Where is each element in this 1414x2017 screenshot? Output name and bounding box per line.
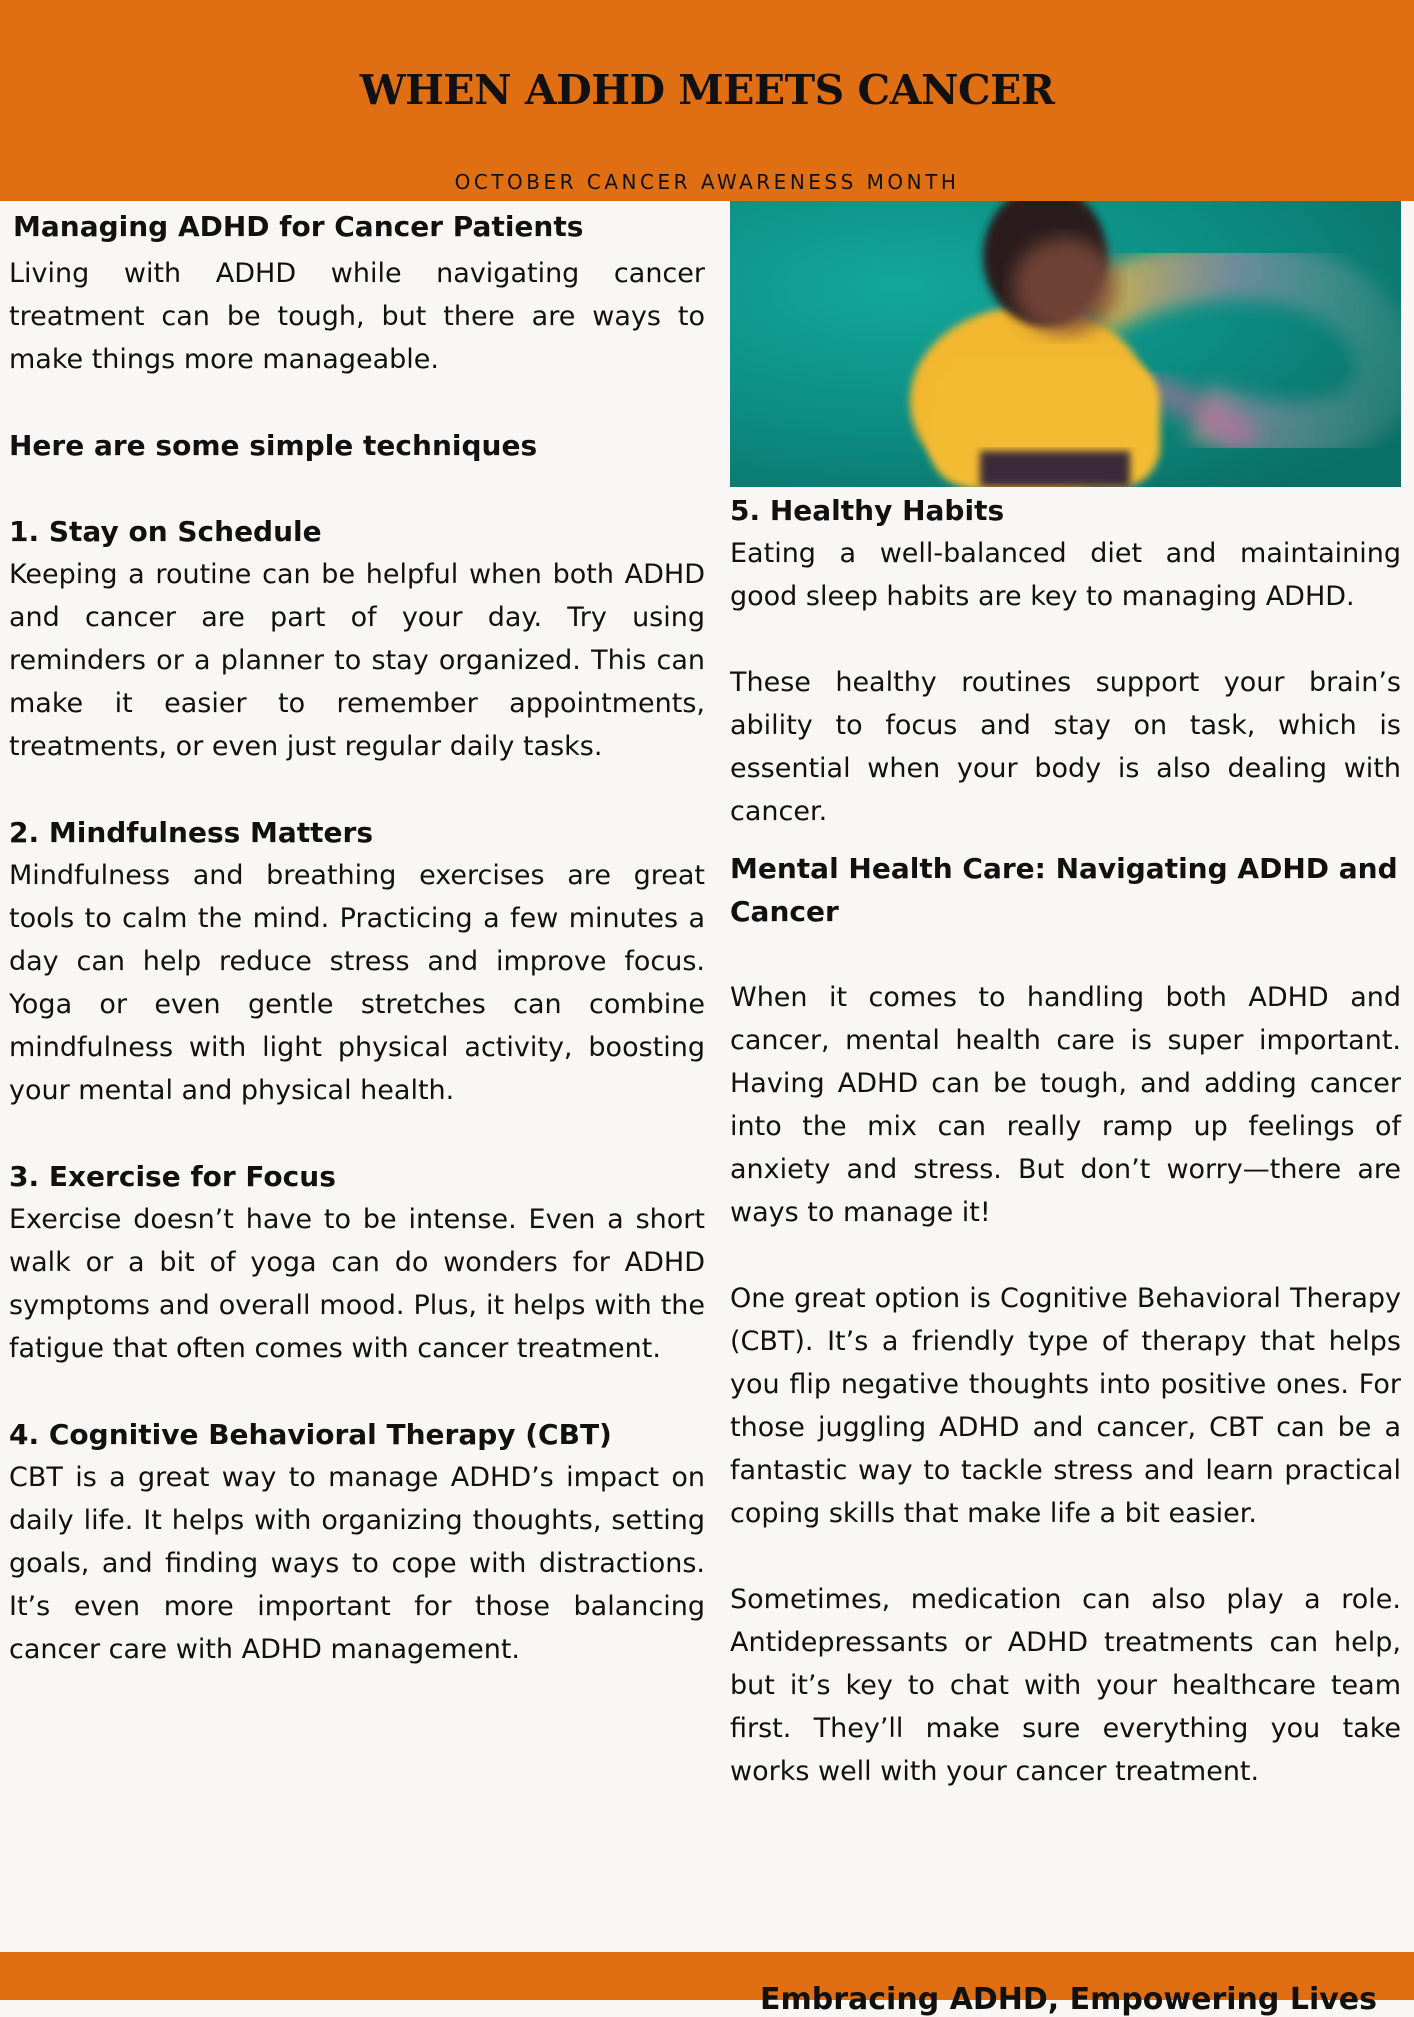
section-title: Managing ADHD for Cancer Patients: [13, 210, 584, 243]
mental-health-title: Mental Health Care: Navigating ADHD and Cancer: [730, 852, 1398, 928]
technique-body: Mindfulness and breathing exercises are great tools to calm the mind. Practicing a few minutes a day can help reduce stress and improve focus. Yoga or even gentle stretches can combine mindfulness with light physical activity, boosting your mental and physical health.: [9, 860, 705, 1106]
footer-banner: [0, 1952, 1414, 2017]
mental-health-paragraph: One great option is Cognitive Behavioral Therapy (CBT). It’s a friendly type of therapy that helps you flip negative thoughts into positive ones. For those juggling ADHD and cancer, CBT can be a fantastic way to tackle stress and learn practical coping skills that make life a bit easier.: [730, 1283, 1401, 1529]
hero-photo: [730, 201, 1401, 487]
technique-title: 2. Mindfulness Matters: [9, 816, 374, 849]
page-subtitle: OCTOBER CANCER AWARENESS MONTH: [454, 170, 960, 194]
person-motion-blur-image: [730, 201, 1401, 487]
healthy-habits-title: 5. Healthy Habits: [730, 494, 1005, 527]
technique-title: 4. Cognitive Behavioral Therapy (CBT): [9, 1418, 612, 1451]
technique-body: CBT is a great way to manage ADHD’s impact on daily life. It helps with organizing thoughts, setting goals, and finding ways to cope with distractions. It’s even more important for those balancing cancer care with ADHD management.: [9, 1462, 705, 1665]
mental-health-paragraph: When it comes to handling both ADHD and cancer, mental health care is super important. Having ADHD can be tough, and adding cancer into the mix can really ramp up feelings of anxiety and stress. But don’t worry—there are ways to manage it!: [730, 982, 1401, 1228]
healthy-habits-paragraph: Eating a well-balanced diet and maintaining good sleep habits are key to managing ADHD.: [730, 538, 1401, 612]
left-column: [9, 205, 705, 1671]
techniques-title: Here are some simple techniques: [9, 429, 538, 462]
footer-tagline: Embracing ADHD, Empowering Lives: [760, 1982, 1377, 2017]
technique-body: Exercise doesn’t have to be intense. Even a short walk or a bit of yoga can do wonders for ADHD symptoms and overall mood. Plus, it helps with the fatigue that often comes with cancer treatment.: [9, 1204, 705, 1364]
technique-title: 3. Exercise for Focus: [9, 1160, 336, 1193]
intro-paragraph: Living with ADHD while navigating cancer treatment can be tough, but there are ways to make things more manageable.: [9, 258, 705, 375]
mental-health-paragraph: Sometimes, medication can also play a role. Antidepressants or ADHD treatments can help, but it’s key to chat with your healthcare team first. They’ll make sure everything you take works well with your cancer treatment.: [730, 1584, 1401, 1787]
header-banner: [0, 0, 1414, 201]
technique-body: Keeping a routine can be helpful when both ADHD and cancer are part of your day. Try using reminders or a planner to stay organized. This can make it easier to remember appointments, treatments, or even just regular daily tasks.: [9, 559, 705, 762]
healthy-habits-paragraph: These healthy routines support your brain’s ability to focus and stay on task, which is essential when your body is also dealing with cancer.: [730, 667, 1401, 827]
page-title: WHEN ADHD MEETS CANCER: [359, 66, 1055, 114]
technique-title: 1. Stay on Schedule: [9, 515, 322, 548]
right-column: [730, 489, 1401, 1793]
